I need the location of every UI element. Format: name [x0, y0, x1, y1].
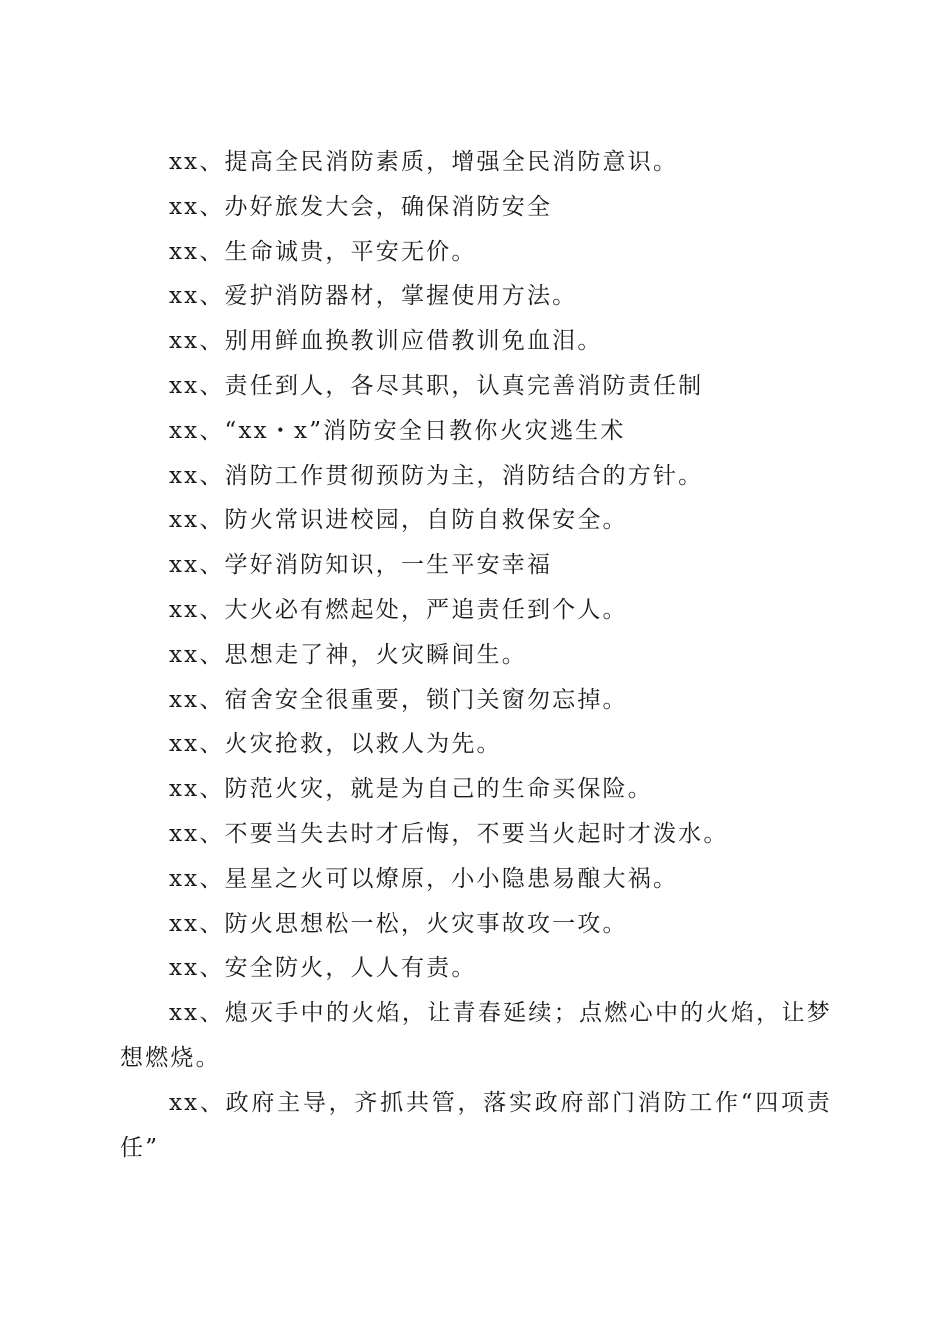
document-body [120, 140, 832, 1170]
slogan-paragraph: xx、消防工作贯彻预防为主，消防结合的方针。 [169, 462, 704, 489]
slogan-paragraph: xx、政府主导，齐抓共管，落实政府部门消防工作“四项责任” [120, 1089, 832, 1161]
slogan-paragraph: xx、宿舍安全很重要，锁门关窗勿忘掉。 [169, 686, 628, 713]
slogan-paragraph: xx、不要当失去时才后悔，不要当火起时才泼水。 [169, 820, 729, 847]
slogan-paragraph: xx、防火常识进校园，自防自救保安全。 [169, 507, 628, 534]
slogan-paragraph: xx、爱护消防器材，掌握使用方法。 [169, 283, 578, 310]
slogan-paragraph: xx、提高全民消防素质，增强全民消防意识。 [169, 149, 679, 175]
slogan-paragraph: xx、防范火灾，就是为自己的生命买保险。 [169, 776, 653, 803]
slogan-paragraph: xx、学好消防知识，一生平安幸福 [169, 552, 553, 579]
slogan-paragraph: xx、思想走了神，火灾瞬间生。 [169, 641, 527, 668]
slogan-paragraph: xx、别用鲜血换教训应借教训免血泪。 [169, 328, 603, 355]
slogan-paragraph: xx、熄灭手中的火焰，让青春延续；点燃心中的火焰，让梦想燃烧。 [120, 1000, 832, 1071]
slogan-paragraph: xx、办好旅发大会，确保消防安全 [169, 193, 553, 220]
slogan-paragraph: xx、大火必有燃起处，严追责任到个人。 [169, 596, 628, 623]
slogan-paragraph: xx、安全防火，人人有责。 [169, 955, 477, 982]
slogan-paragraph: xx、责任到人，各尽其职，认真完善消防责任制 [169, 372, 704, 399]
slogan-paragraph: xx、防火思想松一松，火灾事故攻一攻。 [169, 910, 628, 937]
slogan-paragraph: xx、火灾抢救，以救人为先。 [169, 731, 502, 758]
slogan-paragraph: xx、“xx・x”消防安全日教你火灾逃生术 [169, 417, 626, 444]
slogan-paragraph: xx、星星之火可以燎原，小小隐患易酿大祸。 [169, 865, 679, 892]
slogan-paragraph: xx、生命诚贵，平安无价。 [169, 238, 477, 265]
